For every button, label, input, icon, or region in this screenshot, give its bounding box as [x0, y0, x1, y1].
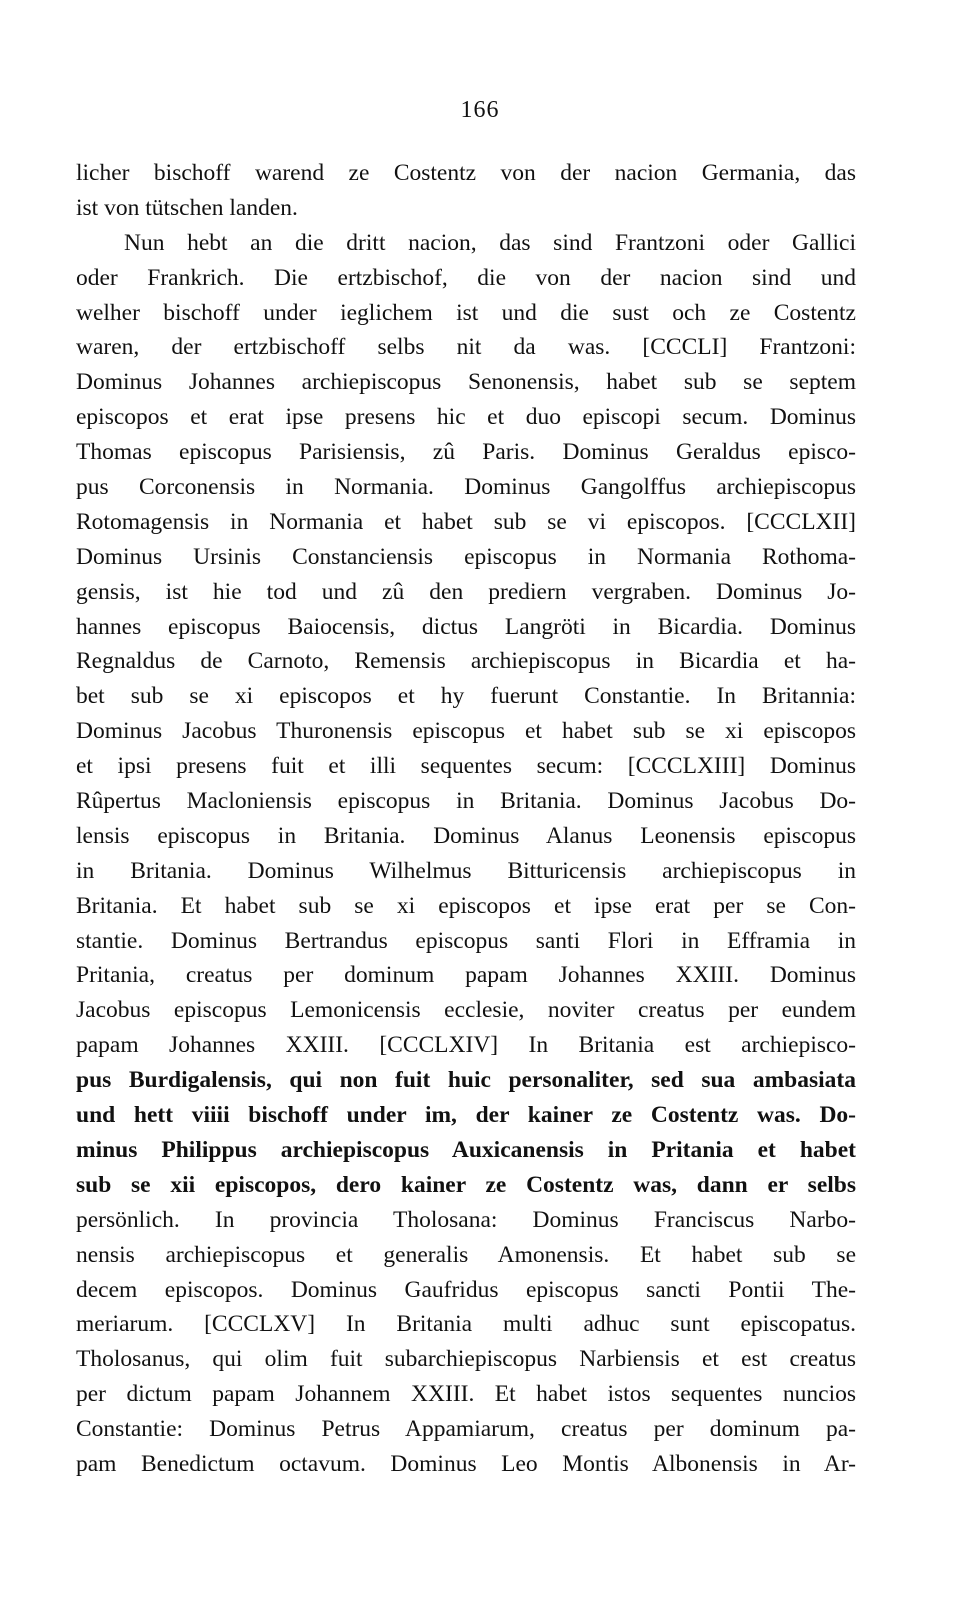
- text-line: per dictum papam Johannem XXIII. Et habet istos sequentes nuncios: [76, 1381, 856, 1408]
- text-line: episcopos et erat ipse presens hic et duo episcopi secum. Dominus: [76, 404, 856, 431]
- text-line: Constantie: Dominus Petrus Appamiarum, creatus per dominum pa-: [76, 1416, 856, 1443]
- text-line: lensis episcopus in Britania. Dominus Alanus Leonensis episcopus: [76, 822, 856, 849]
- text-line: Tholosanus, qui olim fuit subarchiepiscopus Narbiensis et est creatus: [76, 1346, 856, 1373]
- text-line: welher bischoff under ieglichem ist und die sust och ze Costentz: [76, 299, 856, 326]
- text-line: gensis, ist hie tod und zû den prediern vergraben. Dominus Jo-: [76, 578, 856, 605]
- text-line: Britania. Et habet sub se xi episcopos et ipse erat per se Con-: [76, 892, 856, 919]
- text-line: Rotomagensis in Normania et habet sub se vi episcopos. [CCCLXII]: [76, 508, 856, 535]
- text-line: oder Frankrich. Die ertzbischof, die von der nacion sind und: [76, 264, 856, 291]
- page-number: 166: [460, 97, 500, 123]
- text-line: Dominus Jacobus Thuronensis episcopus et habet sub se xi episcopos: [76, 718, 856, 745]
- text-line: licher bischoff warend ze Costentz von der nacion Germania, das: [76, 160, 856, 186]
- text-line: Regnaldus de Carnoto, Remensis archiepiscopus in Bicardia et ha-: [76, 648, 856, 675]
- text-line: nensis archiepiscopus et generalis Amonensis. Et habet sub se: [76, 1241, 856, 1268]
- text-line: Pritania, creatus per dominum papam Johannes XXIII. Dominus: [76, 962, 856, 989]
- text-line: Nun hebt an die dritt nacion, das sind Frantzoni oder Gallici: [124, 229, 856, 256]
- text-line: minus Philippus archiepiscopus Auxicanensis in Pritania et habet: [76, 1136, 856, 1163]
- text-line: persönlich. In provincia Tholosana: Dominus Franciscus Narbo-: [76, 1206, 856, 1233]
- text-line: decem episcopos. Dominus Gaufridus episcopus sancti Pontii The-: [76, 1276, 856, 1303]
- text-line: sub se xii episcopos, dero kainer ze Costentz was, dann er selbs: [76, 1171, 856, 1198]
- text-line: pus Burdigalensis, qui non fuit huic personaliter, sed sua ambasiata: [76, 1067, 856, 1094]
- text-line: in Britania. Dominus Wilhelmus Bitturicensis archiepiscopus in: [76, 857, 856, 884]
- text-line: pam Benedictum octavum. Dominus Leo Montis Albonensis in Ar-: [76, 1450, 856, 1477]
- text-line: Dominus Ursinis Constanciensis episcopus in Normania Rothoma-: [76, 543, 856, 570]
- text-line: bet sub se xi episcopos et hy fuerunt Constantie. In Britannia:: [76, 683, 856, 710]
- text-line: Dominus Johannes archiepiscopus Senonensis, habet sub se septem: [76, 369, 856, 396]
- text-line: ist von tütschen landen.: [76, 194, 298, 221]
- text-line: Thomas episcopus Parisiensis, zû Paris. Dominus Geraldus episco-: [76, 439, 856, 466]
- body-text: [76, 156, 856, 1482]
- text-line: et ipsi presens fuit et illi sequentes secum: [CCCLXIII] Dominus: [76, 753, 856, 780]
- text-line: hannes episcopus Baiocensis, dictus Langröti in Bicardia. Dominus: [76, 613, 856, 640]
- text-line: Jacobus episcopus Lemonicensis ecclesie, noviter creatus per eundem: [76, 997, 856, 1024]
- text-line: meriarum. [CCCLXV] In Britania multi adhuc sunt episcopatus.: [76, 1311, 856, 1338]
- text-line: stantie. Dominus Bertrandus episcopus santi Flori in Efframia in: [76, 927, 856, 954]
- text-line: pus Corconensis in Normania. Dominus Gangolffus archiepiscopus: [76, 474, 856, 501]
- text-line: papam Johannes XXIII. [CCCLXIV] In Britania est archiepisco-: [76, 1032, 856, 1059]
- text-line: waren, der ertzbischoff selbs nit da was. [CCCLI] Frantzoni:: [76, 334, 856, 361]
- text-line: Rûpertus Macloniensis episcopus in Britania. Dominus Jacobus Do-: [76, 788, 856, 815]
- text-line: und hett viiii bischoff under im, der kainer ze Costentz was. Do-: [76, 1102, 856, 1129]
